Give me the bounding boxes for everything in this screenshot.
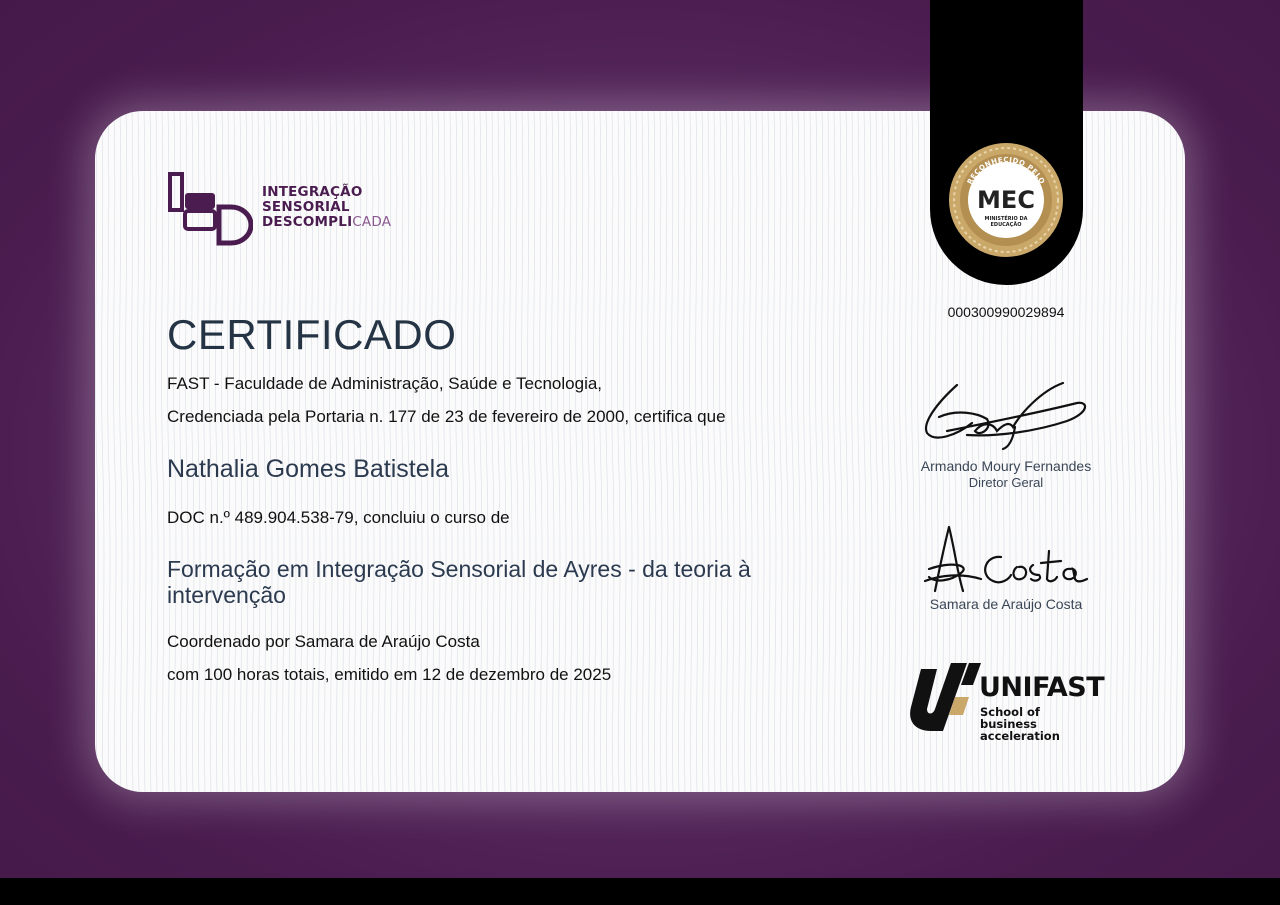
institution-line: FAST - Faculdade de Administração, Saúde e Tecnologia,	[167, 374, 603, 393]
mec-seal-icon	[946, 140, 1066, 260]
student-name: Nathalia Gomes Batistela	[167, 455, 450, 483]
certificate-title: CERTIFICADO	[167, 311, 457, 358]
mec-seal-acronym: MEC	[977, 186, 1035, 214]
bottom-bar	[0, 878, 1280, 905]
mec-seal-sub-1: MINISTÉRIO DA	[984, 216, 1028, 222]
ribbon	[930, 0, 1083, 285]
hours-line: com 100 horas totais, emitido em 12 de dezembro de 2025	[167, 665, 612, 684]
logo-wordmark	[262, 185, 391, 230]
unifast-logo-icon	[907, 661, 983, 733]
mec-seal-sub-2: EDUCAÇÃO	[990, 222, 1022, 228]
logo-line-3	[262, 215, 391, 230]
isd-logo-icon	[167, 171, 253, 247]
logo-line-2: SENSORIAL	[262, 199, 350, 215]
coordinator-line: Coordenado por Samara de Araújo Costa	[167, 632, 480, 651]
unifast-tagline	[980, 706, 1060, 742]
unifast-tagline-2: business	[980, 717, 1037, 731]
mec-seal-arc-text: RECONHECIDO PELO	[965, 155, 1047, 186]
doc-line: DOC n.º 489.904.538-79, concluiu o curso de	[167, 508, 510, 527]
logo-line-3-light: CADA	[352, 214, 392, 230]
signature-1-role: Diretor Geral	[968, 475, 1044, 490]
signature-2-image	[921, 521, 1091, 597]
registration-code: 000300990029894	[947, 304, 1065, 320]
signature-1-image	[917, 373, 1092, 453]
unifast-title: UNIFAST	[979, 672, 1105, 703]
logo-line-3-bold: DESCOMPLI	[262, 214, 353, 230]
unifast-tagline-1: School of	[980, 705, 1040, 719]
unifast-tagline-3: acceleration	[980, 729, 1060, 743]
signature-2-name: Samara de Araújo Costa	[929, 596, 1083, 612]
accreditation-line: Credenciada pela Portaria n. 177 de 23 de fevereiro de 2000, certifica que	[167, 407, 726, 426]
course-name: Formação em Integração Sensorial de Ayres - da teoria à intervenção	[167, 556, 751, 608]
signature-1-name: Armando Moury Fernandes	[920, 458, 1092, 474]
logo-line-1: INTEGRAÇÃO	[262, 184, 363, 200]
